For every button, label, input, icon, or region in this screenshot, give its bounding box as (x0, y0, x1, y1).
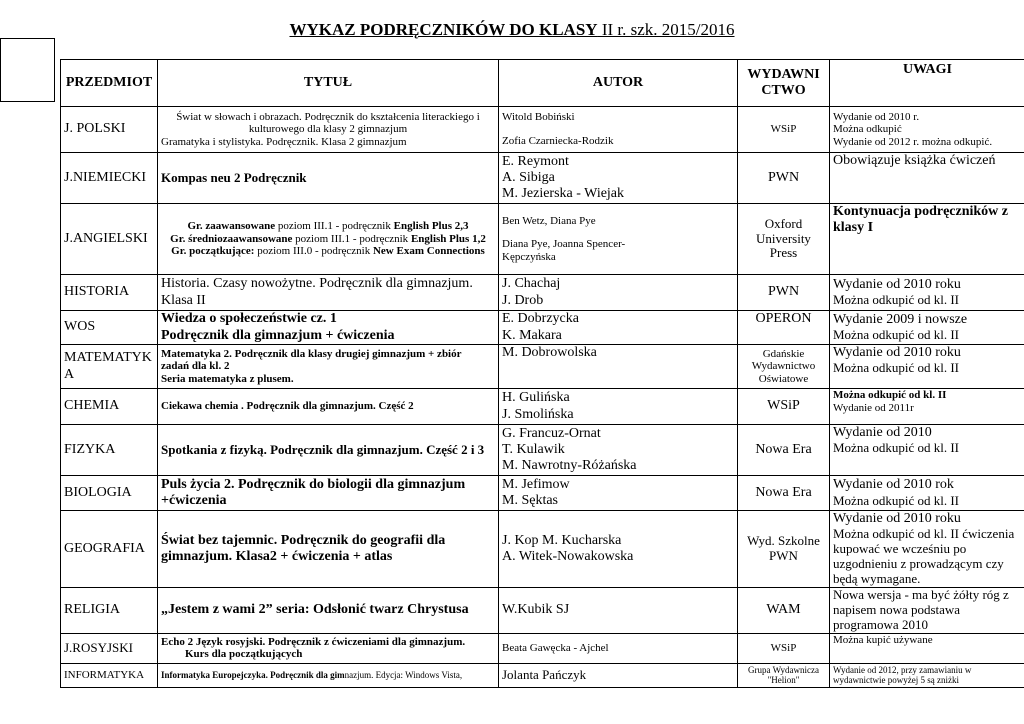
table-row (61, 107, 1024, 153)
author-line: M. Nawrotny-Różańska (502, 458, 637, 474)
publisher-cell (738, 204, 830, 275)
title-line: Seria matematyka z plusem. (161, 372, 294, 385)
title-line: Puls życia 2. Podręcznik do biologii dla gimnazjum (161, 476, 466, 492)
publisher-cell (738, 511, 830, 588)
textbook-table (60, 59, 1024, 688)
title-cell (158, 633, 499, 663)
publisher-cell: PWN (738, 275, 830, 311)
publisher-cell: WAM (738, 587, 830, 633)
author-line: T. Kulawik (502, 441, 565, 457)
subject-line: A (64, 366, 75, 382)
author-cell: Jolanta Pańczyk (499, 663, 738, 687)
author-line: J. Kop M. Kucharska (502, 532, 622, 548)
title-cell (158, 107, 499, 153)
publisher-cell: Nowa Era (738, 476, 830, 511)
title-cell (158, 476, 499, 511)
author-cell: Beata Gawęcka - Ajchel (499, 633, 738, 663)
author-line: M. Sęktas (502, 493, 558, 508)
notes-cell (830, 476, 1024, 511)
notes-line: Wydanie od 2010 (833, 425, 932, 440)
subject-cell: J.ANGIELSKI (61, 204, 158, 275)
author-cell (499, 107, 738, 153)
publisher-cell: WSiP (738, 107, 830, 153)
title-bold: English Plus 2,3 (393, 220, 469, 233)
title-cell (158, 345, 499, 389)
title-sub: II r. szk. 2015/2016 (597, 20, 735, 39)
author-cell (499, 204, 738, 275)
title-cell: „Jestem z wami 2” seria: Odsłonić twarz Chrystusa (158, 587, 499, 633)
author-cell (499, 511, 738, 588)
subject-cell: J. POLSKI (61, 107, 158, 153)
notes-line: Wydanie od 2010 r. (833, 110, 920, 123)
subject-cell (61, 345, 158, 389)
title-cell (158, 511, 499, 588)
table-row (61, 389, 1024, 425)
notes-line: Wydanie od 2010 roku (833, 345, 961, 360)
title-text: poziom III.0 - podręcznik (254, 245, 373, 258)
notes-line: Można odkupić od kl. II (833, 327, 960, 343)
notes-line: Można odkupić od kl. II (833, 292, 960, 308)
title-bold: Gr. początkujące: (171, 245, 255, 258)
publisher-line: PWN (769, 547, 798, 563)
publisher-line: Oświatowe (758, 372, 809, 385)
subject-cell: INFORMATYKA (61, 663, 158, 687)
publisher-cell: Nowa Era (738, 425, 830, 476)
notes-cell (830, 345, 1024, 389)
table-row (61, 511, 1024, 588)
author-line: E. Reymont (502, 153, 569, 169)
title-main: WYKAZ PODRĘCZNIKÓW DO KLASY (289, 20, 598, 39)
publisher-line: Gdańskie (762, 347, 805, 360)
notes-line: Można odkupić (833, 123, 902, 136)
publisher-line: University (756, 230, 811, 246)
table-row (61, 204, 1024, 275)
author-line: Ben Wetz, Diana Pye (502, 214, 596, 227)
header-wydawnictwo-l1: WYDAWNI (747, 66, 820, 82)
publisher-line: Wyd. Szkolne (747, 532, 820, 548)
title-bold: Informatyka Europejczyka. Podręcznik dla gim (161, 669, 345, 680)
title-cell: Spotkania z fizyką. Podręcznik dla gimnazjum. Część 2 i 3 (158, 425, 499, 476)
header-uwagi: UWAGI (830, 60, 1024, 107)
title-bold: New Exam Connections (372, 245, 485, 258)
title-cell: Ciekawa chemia . Podręcznik dla gimnazjum. Część 2 (158, 389, 499, 425)
header-row (61, 60, 1024, 107)
notes-cell: Wydanie od 2012, przy zamawianiu w wydawnictwie powyżej 5 są zniżki (830, 663, 1024, 687)
table-row (61, 633, 1024, 663)
subject-cell: GEOGRAFIA (61, 511, 158, 588)
title-bold: Gr. średniozaawansowane (170, 232, 293, 245)
publisher-cell (738, 345, 830, 389)
title-cell: Kompas neu 2 Podręcznik (158, 153, 499, 204)
title-line: Historia. Czasy nowożytne. Podręcznik dla gimnazjum. (161, 276, 473, 292)
title-bold: Gr. zaawansowane (187, 220, 276, 233)
author-line: A. Sibiga (502, 169, 555, 185)
publisher-cell (738, 663, 830, 687)
table-row (61, 425, 1024, 476)
notes-cell (830, 389, 1024, 425)
title-text: poziom III.1 - podręcznik (292, 232, 411, 245)
subject-cell: J.ROSYJSKI (61, 633, 158, 663)
title-line: Wiedza o społeczeństwie cz. 1 (161, 311, 337, 327)
author-cell (499, 425, 738, 476)
notes-cell (830, 311, 1024, 345)
notes-line: Wydanie od 2010 roku (833, 276, 961, 292)
author-line: J. Chachaj (502, 276, 561, 292)
notes-line: Wydanie od 2012 r. można odkupić. (833, 135, 993, 148)
title-line: Echo 2 Język rosyjski. Podręcznik z ćwiczeniami dla gimnazjum. (161, 635, 466, 648)
notes-cell: Nowa wersja - ma być żółty róg z napisem nowa podstawa programowa 2010 (830, 587, 1024, 633)
title-text: poziom III.1 - podręcznik (275, 220, 394, 233)
notes-cell: Obowiązuje książka ćwiczeń (830, 153, 1024, 204)
subject-cell: CHEMIA (61, 389, 158, 425)
title-line: Klasa II (161, 292, 206, 308)
notes-cell: Można kupić używane (830, 633, 1024, 663)
publisher-cell: PWN (738, 153, 830, 204)
author-cell (499, 389, 738, 425)
publisher-line: "Helion" (767, 675, 800, 686)
subject-cell: RELIGIA (61, 587, 158, 633)
author-cell: M. Dobrowolska (499, 345, 738, 389)
publisher-cell: OPERON (738, 311, 830, 345)
author-cell (499, 476, 738, 511)
author-line: J. Smolińska (502, 406, 574, 422)
title-line: Świat bez tajemnic. Podręcznik do geografii dla (161, 532, 446, 548)
table-row (61, 153, 1024, 204)
table-row (61, 275, 1024, 311)
notes-line: Można odkupić od kl. II ćwiczenia kupować we wcześniu po uzgodnieniu z prowadzącym czy będą wymagane. (833, 526, 1015, 586)
title-line: gimnazjum. Klasa2 + ćwiczenia + atlas (161, 548, 393, 564)
publisher-line: Grupa Wydawnicza (747, 664, 819, 675)
notes-line: Wydanie 2009 i nowsze (833, 311, 968, 327)
notes-line: Można odkupić od kl. II (833, 389, 947, 401)
corner-box (0, 38, 55, 102)
subject-cell: BIOLOGIA (61, 476, 158, 511)
author-line: Witold Bobiński (502, 111, 575, 124)
subject-cell: WOS (61, 311, 158, 345)
notes-cell (830, 511, 1024, 588)
title-line: Gramatyka i stylistyka. Podręcznik. Klasa 2 gimnazjum (161, 135, 407, 148)
table-row (61, 345, 1024, 389)
author-line: Diana Pye, Joanna Spencer- (502, 238, 626, 251)
title-line: Świat w słowach i obrazach. Podręcznik do kształcenia literackiego i (176, 110, 480, 123)
title-line: +ćwiczenia (161, 493, 227, 508)
header-wydawnictwo-l2: CTWO (761, 83, 806, 98)
notes-cell (830, 107, 1024, 153)
author-line: J. Drob (502, 292, 544, 308)
header-autor: AUTOR (499, 60, 738, 107)
header-wydawnictwo (738, 60, 830, 107)
author-line: Kępczyńska (502, 250, 556, 263)
table-row (61, 663, 1024, 687)
author-line: G. Francuz-Ornat (502, 425, 601, 441)
title-line: Podręcznik dla gimnazjum + ćwiczenia (161, 327, 395, 343)
title-cell (158, 204, 499, 275)
notes-cell (830, 425, 1024, 476)
notes-line: Wydanie od 2010 rok (833, 477, 954, 493)
author-line: H. Gulińska (502, 390, 570, 406)
title-bold: English Plus 1,2 (410, 232, 486, 245)
author-cell: W.Kubik SJ (499, 587, 738, 633)
header-przedmiot: PRZEDMIOT (61, 60, 158, 107)
header-tytul: TYTUŁ (158, 60, 499, 107)
title-line: Kurs dla początkujących (185, 648, 303, 661)
title-cell (158, 311, 499, 345)
publisher-line: Wydawnictwo (751, 360, 816, 373)
table-row (61, 476, 1024, 511)
notes-cell: Kontynuacja podręczników z klasy I (830, 204, 1024, 275)
publisher-line: Press (769, 245, 798, 261)
title-cell (158, 663, 499, 687)
author-cell (499, 153, 738, 204)
title-line: Matematyka 2. Podręcznik dla klasy drugiej gimnazjum + zbiór (161, 347, 462, 360)
table-row (61, 311, 1024, 345)
publisher-cell: WSiP (738, 633, 830, 663)
author-line: E. Dobrzycka (502, 311, 579, 327)
title-cell (158, 275, 499, 311)
subject-cell: J.NIEMIECKI (61, 153, 158, 204)
table-row (61, 587, 1024, 633)
publisher-cell: WSiP (738, 389, 830, 425)
author-line: Zofia Czarniecka-Rodzik (502, 135, 614, 147)
notes-line: Można odkupić od kl. II (833, 440, 960, 456)
subject-cell: HISTORIA (61, 275, 158, 311)
author-line: A. Witek-Nowakowska (502, 548, 634, 564)
notes-cell (830, 275, 1024, 311)
title-line: kulturowego dla klasy 2 gimnazjum (248, 123, 408, 136)
author-line: M. Jezierska - Wiejak (502, 186, 625, 202)
document-title (0, 20, 1024, 40)
title-text: nazjum. Edycja: Windows Vista, (344, 669, 463, 680)
notes-line: Wydanie od 2010 roku (833, 511, 961, 526)
subject-cell: FIZYKA (61, 425, 158, 476)
title-line: zadań dla kl. 2 (161, 360, 230, 373)
subject-line: MATEMATYK (64, 350, 152, 366)
author-line: M. Jefimow (502, 476, 570, 492)
author-line: K. Makara (502, 327, 562, 343)
notes-line: Można odkupić od kl. II (833, 360, 960, 376)
author-cell (499, 311, 738, 345)
author-cell (499, 275, 738, 311)
notes-line: Można odkupić od kl. II (833, 492, 960, 508)
publisher-line: Oxford (764, 215, 803, 231)
notes-line: Wydanie od 2011r (833, 401, 914, 414)
